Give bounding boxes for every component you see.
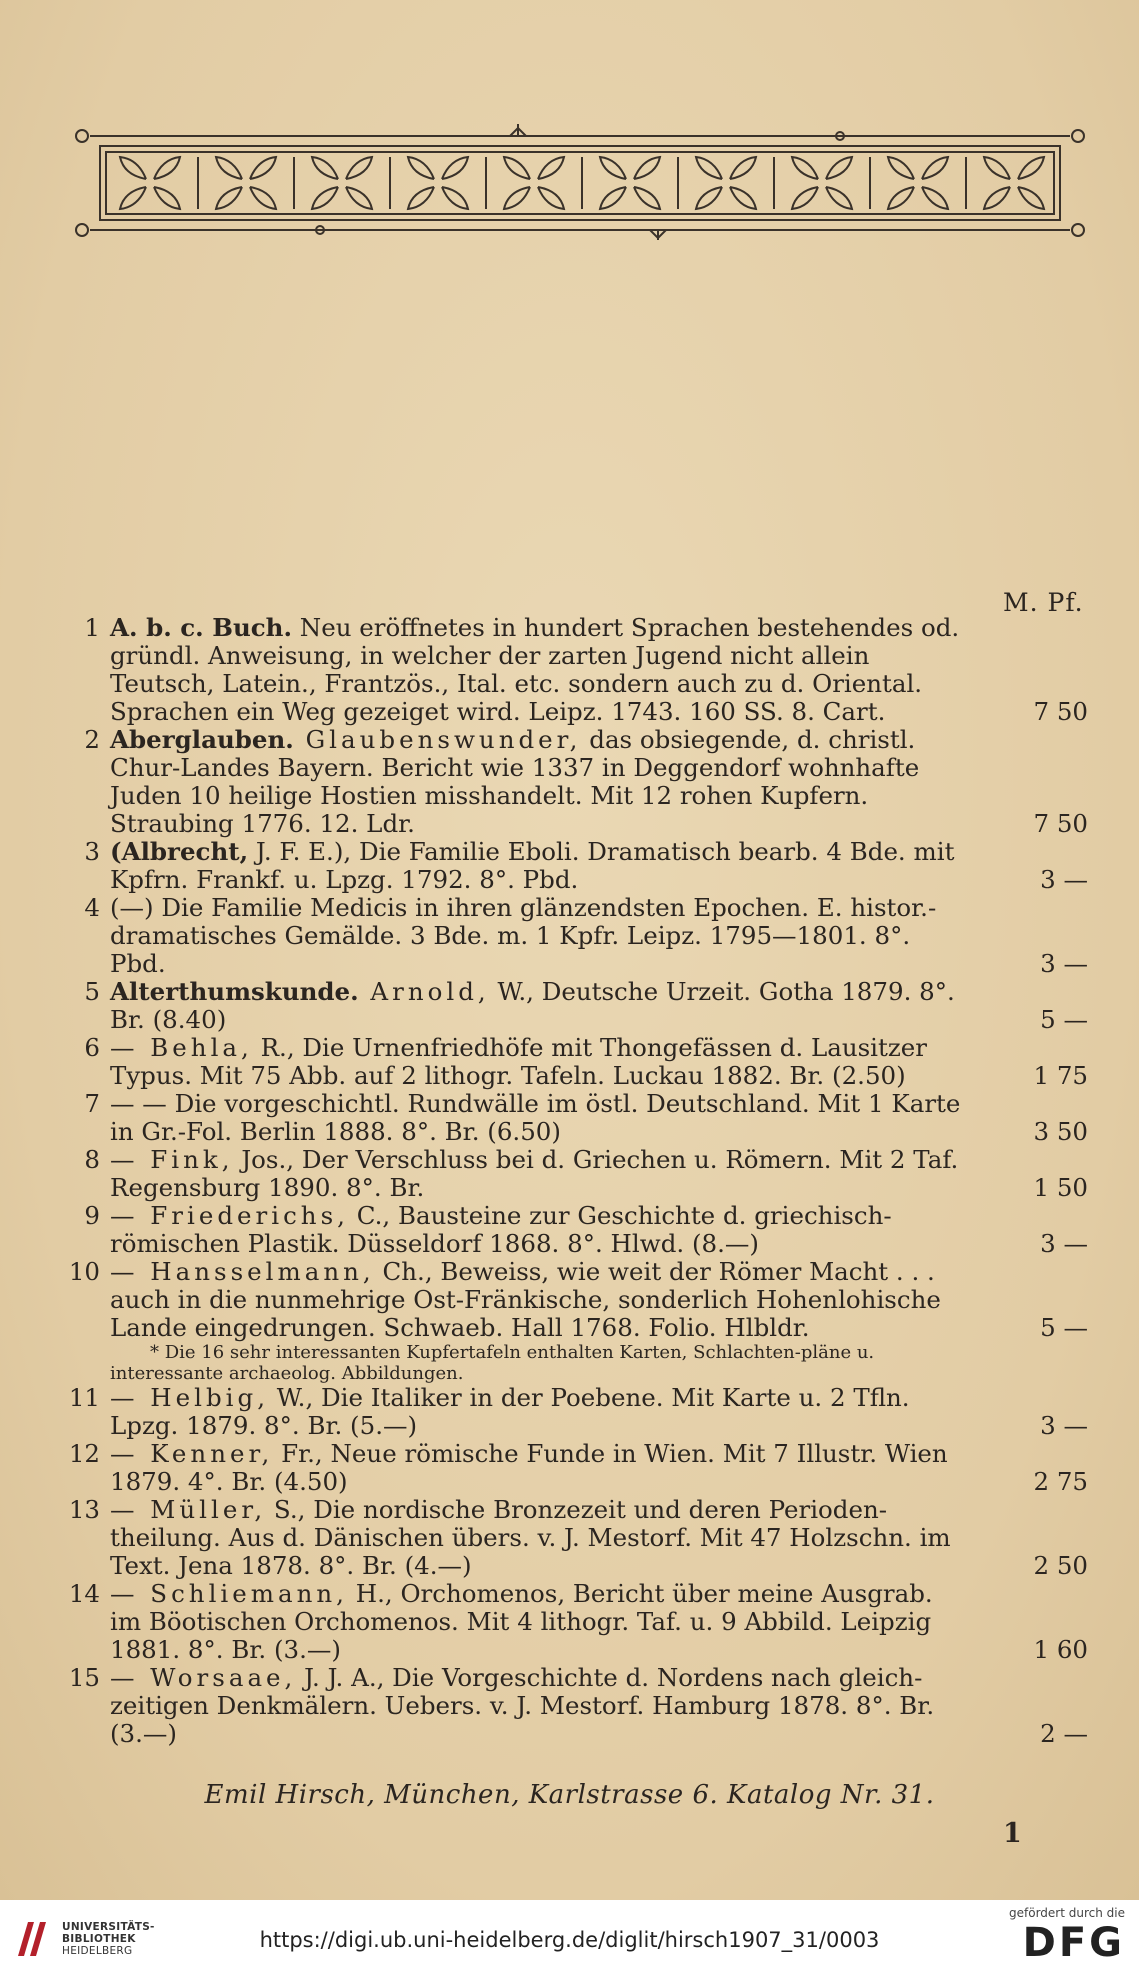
entry-price: 1 75: [1033, 1061, 1088, 1090]
entry-number: 4: [84, 893, 100, 922]
entry-number: 10: [68, 1257, 100, 1286]
entry-heading: Alterthumskunde.: [110, 977, 359, 1006]
entry-text: [110, 1146, 970, 1202]
entry-number: 6: [84, 1033, 100, 1062]
library-name-line2: BIBLIOTHEK: [62, 1933, 136, 1945]
entry-description: S., Die nordische Bronzezeit und deren Perioden-theilung. Aus d. Dänischen übers. v. J. Mestorf. Mit 47 Holzschn. im Text. Jena 1878. 8°. Br. (4.—): [110, 1495, 951, 1580]
entry-author: — Friederichs,: [110, 1201, 349, 1230]
entry-text: [110, 1496, 970, 1580]
entry-number: 7: [84, 1089, 100, 1118]
catalog-entry: [58, 1496, 1088, 1580]
entry-author: — Hansselmann,: [110, 1257, 375, 1286]
entry-price: 1 60: [1033, 1635, 1088, 1664]
entry-number: 12: [68, 1439, 100, 1468]
entry-description: (—) Die Familie Medicis in ihren glänzendsten Epochen. E. histor.-dramatisches Gemälde. 3 Bde. m. 1 Kpfr. Leipz. 1795—1801. 8°. Pbd.: [110, 893, 937, 978]
entry-description: das obsiegende, d. christl. Chur-Landes Bayern. Bericht wie 1337 in Deggendorf wohnhafte Juden 10 heilige Hostien misshandelt. Mit 12 rohen Kupfern. Straubing 1776. 12. Ldr.: [110, 725, 920, 838]
entry-text: [110, 1664, 970, 1748]
price-column-header: M. Pf.: [1003, 588, 1084, 617]
entry-text: [110, 978, 970, 1034]
entry-description: Fr., Neue römische Funde in Wien. Mit 7 Illustr. Wien 1879. 4°. Br. (4.50): [110, 1439, 948, 1496]
entry-price: 7 50: [1033, 697, 1088, 726]
entry-price: 3 —: [1040, 1411, 1088, 1440]
entry-text: [110, 614, 970, 726]
entry-price: 3 —: [1040, 1229, 1088, 1258]
catalog-entry: [58, 978, 1088, 1034]
catalog-entry: [58, 838, 1088, 894]
catalog-entry: [58, 1034, 1088, 1090]
entry-description: W., Die Italiker in der Poebene. Mit Karte u. 2 Tfln. Lpzg. 1879. 8°. Br. (5.—): [110, 1383, 910, 1440]
library-name-line1: UNIVERSITÄTS-: [62, 1921, 155, 1933]
entry-heading: A. b. c. Buch.: [110, 613, 293, 642]
catalog-entry: [58, 1440, 1088, 1496]
entry-number: 9: [84, 1201, 100, 1230]
ornament-leaf-icon: [696, 157, 774, 209]
entry-description: H., Orchomenos, Bericht über meine Ausgrab. im Böotischen Orchomenos. Mit 4 lithogr. Taf. u. 9 Abbild. Leipzig 1881. 8°. Br. (3.—): [110, 1579, 933, 1664]
entry-number: 14: [68, 1579, 100, 1608]
catalog-footer: Emil Hirsch, München, Karlstrasse 6. Katalog Nr. 31.: [204, 1780, 935, 1810]
entry-text: [110, 1440, 970, 1496]
entry-number: 3: [84, 837, 100, 866]
catalog-entry: [58, 1384, 1088, 1440]
ornament-leaf-icon: [408, 157, 486, 209]
entry-description: R., Die Urnenfriedhöfe mit Thongefässen d. Lausitzer Typus. Mit 75 Abb. auf 2 lithogr. Tafeln. Luckau 1882. Br. (2.50): [110, 1033, 927, 1090]
entry-price: 5 —: [1040, 1005, 1088, 1034]
entry-price: 3 50: [1033, 1117, 1088, 1146]
ornament-leaf-icon: [984, 157, 1044, 209]
entry-author: Glaubenswunder,: [293, 725, 582, 754]
catalog-entry: [58, 1580, 1088, 1664]
entry-number: 13: [68, 1495, 100, 1524]
ornament-leaf-icon: [792, 157, 870, 209]
catalog-entry: [58, 1664, 1088, 1748]
entry-footnote: * Die 16 sehr interessanten Kupfertafeln enthalten Karten, Schlachten-pläne u. interessante archaeolog. Abbildungen.: [110, 1342, 875, 1384]
ornament-leaf-icon: [216, 157, 294, 209]
entry-text: [110, 838, 970, 894]
permalink-url[interactable]: https://digi.ub.uni-heidelberg.de/diglit/hirsch1907_31/0003: [259, 1928, 880, 1952]
entry-description: W., Deutsche Urzeit. Gotha 1879. 8°. Br. (8.40): [110, 977, 955, 1034]
entry-price: 5 —: [1040, 1313, 1088, 1342]
entry-description: C., Bausteine zur Geschichte d. griechisch-römischen Plastik. Düsseldorf 1868. 8°. Hlwd. (8.—): [110, 1201, 892, 1258]
entry-description: J. F. E.), Die Familie Eboli. Dramatisch bearb. 4 Bde. mit Kpfrn. Frankf. u. Lpzg. 1792. 8°. Pbd.: [110, 837, 955, 894]
entry-number: 2: [84, 725, 100, 754]
entry-text: [110, 1202, 970, 1258]
entry-number: 5: [84, 977, 100, 1006]
entry-description: J. J. A., Die Vorgeschichte d. Nordens nach gleich-zeitigen Denkmälern. Uebers. v. J. Mestorf. Hamburg 1878. 8°. Br. (3.—): [110, 1663, 935, 1748]
entry-number: 8: [84, 1145, 100, 1174]
entry-author: — Fink,: [110, 1145, 234, 1174]
entry-price: 2 50: [1033, 1551, 1088, 1580]
entry-number: 1: [84, 613, 100, 642]
entry-text: [110, 1580, 970, 1664]
catalog-entry: [58, 1146, 1088, 1202]
entry-text: [110, 1258, 970, 1342]
digital-library-bar: [0, 1900, 1139, 1979]
entry-price: 2 75: [1033, 1467, 1088, 1496]
entry-author: — Kenner,: [110, 1439, 274, 1468]
entry-description: Jos., Der Verschluss bei d. Griechen u. Römern. Mit 2 Taf. Regensburg 1890. 8°. Br.: [110, 1145, 959, 1202]
entry-author: — Worsaae,: [110, 1663, 297, 1692]
ornament-leaf-icon: [120, 157, 198, 209]
catalog-entries-list: [58, 614, 1088, 1748]
entry-heading: (Albrecht,: [110, 837, 249, 866]
ornament-leaf-icon: [600, 157, 678, 209]
entry-author: — Helbig,: [110, 1383, 269, 1412]
catalog-entry: [58, 1258, 1088, 1342]
entry-price: 3 —: [1040, 949, 1088, 978]
entry-price: 1 50: [1033, 1173, 1088, 1202]
entry-author: — Schliemann,: [110, 1579, 348, 1608]
entry-heading: Aberglauben.: [110, 725, 294, 754]
entry-author: — Müller,: [110, 1495, 267, 1524]
entry-text: [110, 1384, 970, 1440]
decorative-border-ornament: [70, 118, 1090, 248]
entry-author: Arnold,: [358, 977, 490, 1006]
catalog-entry: [58, 614, 1088, 726]
dfg-logo: DFG: [1022, 1920, 1125, 1966]
entry-number: 11: [68, 1383, 100, 1412]
library-name-line3: HEIDELBERG: [62, 1945, 133, 1957]
entry-price: 7 50: [1033, 809, 1088, 838]
entry-description: Ch., Beweiss, wie weit der Römer Macht . . . auch in die nunmehrige Ost-Fränkische, sonderlich Hohenlohische Lande eingedrungen. Schwaeb. Hall 1768. Folio. Hlbldr.: [110, 1257, 941, 1342]
dfg-funding-logo[interactable]: [1009, 1906, 1125, 1964]
entry-price: 3 —: [1040, 865, 1088, 894]
catalog-entry: [58, 1090, 1088, 1146]
entry-text: [110, 1034, 970, 1090]
ornament-leaf-icon: [504, 157, 582, 209]
entry-text: [110, 894, 970, 978]
ornament-leaf-icon: [888, 157, 966, 209]
entry-text: [110, 1090, 970, 1146]
page-number: 1: [1003, 1818, 1022, 1849]
dfg-caption: gefördert durch die: [1009, 1906, 1125, 1920]
entry-number: 15: [68, 1663, 100, 1692]
catalog-entry: [58, 1202, 1088, 1258]
ornament-leaf-icon: [312, 157, 390, 209]
entry-author: — Behla,: [110, 1033, 253, 1062]
entry-description: — — Die vorgeschichtl. Rundwälle im östl. Deutschland. Mit 1 Karte in Gr.-Fol. Berlin 1888. 8°. Br. (6.50): [110, 1089, 961, 1146]
entry-description: Neu eröffnetes in hundert Sprachen bestehendes od. gründl. Anweisung, in welcher der zarten Jugend nicht allein Teutsch, Latein., Frantzös., Ital. etc. sondern auch zu d. Oriental. Sprachen ein Weg gezeiget wird. Leipz. 1743. 160 SS. 8. Cart.: [110, 613, 960, 726]
entry-price: 2 —: [1040, 1719, 1088, 1748]
entry-text: [110, 726, 970, 838]
catalog-entry: [58, 894, 1088, 978]
catalog-entry: [58, 726, 1088, 838]
